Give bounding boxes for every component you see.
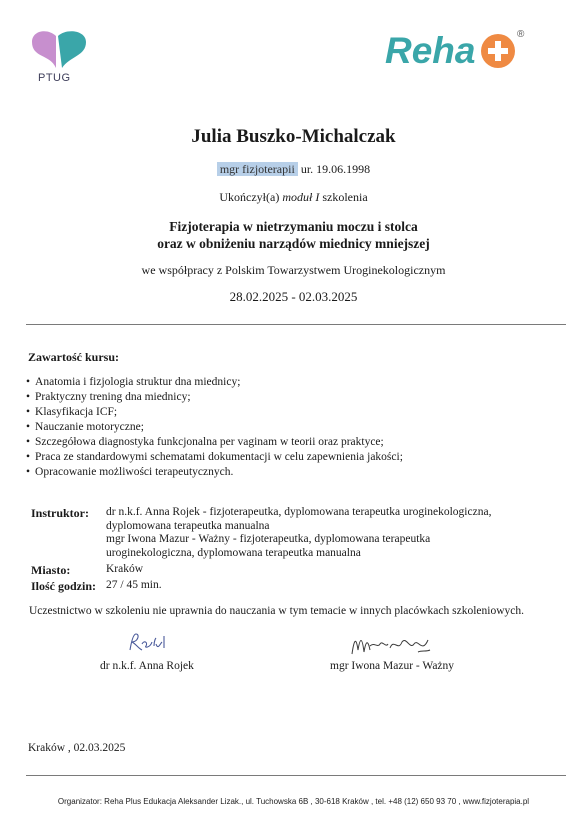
completion-line (0, 190, 587, 205)
instructor-label: Instruktor: (31, 506, 90, 520)
divider-top (26, 324, 566, 325)
list-item: • Szczegółowa diagnostyka funkcjonalna per vaginam w teorii oraz praktyce; (26, 435, 403, 450)
participant-birth: ur. 19.06.1998 (300, 162, 371, 176)
divider-bottom (26, 775, 566, 776)
footer-organizer: Organizator: Reha Plus Edukacja Aleksander Lizak., ul. Tuchowska 6B , 30-618 Kraków , tel. +48 (12) 650 93 70 , www.fizjoterapia.pl (57, 797, 530, 806)
reha-logo-word: Reha (385, 30, 476, 71)
participant-title: mgr fizjoterapii (217, 162, 298, 176)
instructor-values (106, 506, 546, 560)
list-item: • Klasyfikacja ICF; (26, 405, 403, 420)
course-title (0, 218, 587, 252)
list-item: • Opracowanie możliwości terapeutycznych. (26, 465, 403, 480)
list-item: • Praca ze standardowymi schematami dokumentacji w celu zapewnienia jakości; (26, 450, 403, 465)
list-item: • Praktyczny trening dna miednicy; (26, 390, 403, 405)
signature-mazur-icon (348, 630, 434, 660)
list-item: • Anatomia i fizjologia struktur dna miednicy; (26, 375, 403, 390)
instructor-1-line-1: dr n.k.f. Anna Rojek - fizjoterapeutka, dyplomowana terapeutka uroginekologiczna, (106, 506, 492, 518)
hours-value: 27 / 45 min. (106, 579, 162, 591)
completion-suffix: szkolenia (322, 190, 368, 204)
hours-label: Ilość godzin: (31, 579, 97, 593)
city-value: Kraków (106, 563, 144, 575)
content-heading: Zawartość kursu: (28, 350, 120, 364)
signatory-2-name: mgr Iwona Mazur - Ważny (330, 660, 455, 672)
instructor-2-line-2: uroginekologiczna, dyplomowana terapeutka manualna (106, 546, 361, 559)
completion-prefix: Ukończył(a) (219, 190, 280, 204)
course-title-line-1: Fizjoterapia w nietrzymaniu moczu i stolca (169, 219, 418, 234)
completion-module: moduł I (282, 190, 320, 204)
course-title-line-2: oraz w obniżeniu narządów miednicy mniejszej (157, 236, 430, 251)
signatory-1-name: dr n.k.f. Anna Rojek (100, 660, 194, 672)
reha-plus-icon (480, 33, 516, 69)
place-and-date: Kraków , 02.03.2025 (28, 742, 126, 754)
participant-title-line (0, 162, 587, 177)
registered-mark: ® (517, 29, 525, 40)
signature-rojek-icon (126, 630, 170, 656)
instructor-2-line-1: mgr Iwona Mazur - Ważny - fizjoterapeutka, dyplomowana terapeutka (106, 533, 431, 545)
cooperation-text: we współpracy z Polskim Towarzystwem Uroginekologicznym (141, 263, 446, 277)
participant-name: Julia Buszko-Michalczak (191, 126, 396, 147)
city-label: Miasto: (31, 563, 71, 577)
ptug-logo-text: PTUG (38, 72, 71, 84)
instructor-1-line-2: dyplomowana terapeutka manualna (106, 519, 270, 532)
list-item: • Nauczanie motoryczne; (26, 420, 403, 435)
disclaimer: Uczestnictwo w szkoleniu nie uprawnia do nauczania w tym temacie w innych placówkach szkoleniowych. (29, 605, 524, 617)
content-list (26, 375, 403, 480)
course-dates: 28.02.2025 - 02.03.2025 (229, 289, 358, 304)
